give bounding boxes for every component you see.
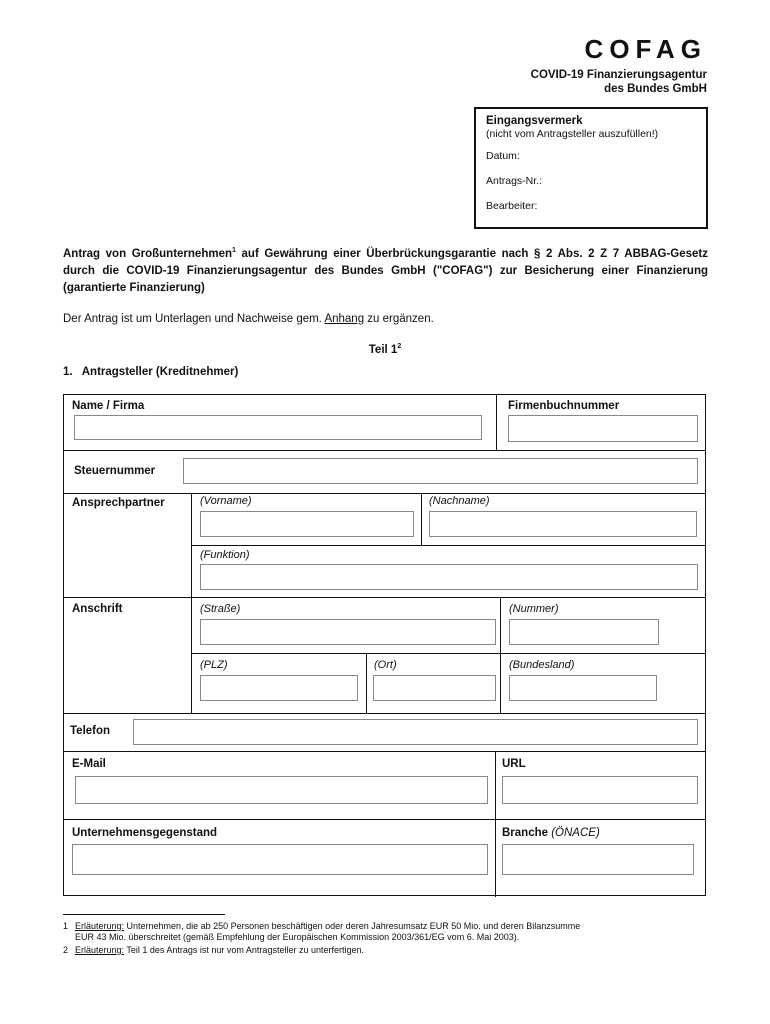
row-divider (191, 545, 705, 546)
footnote-1-label: Erläuterung: (75, 921, 125, 931)
house-number-label: (Nummer) (509, 603, 559, 615)
footnote-ref-2: 2 (397, 343, 402, 351)
brand-subtitle-line2: des Bundes GmbH (604, 83, 707, 95)
name-label: Name / Firma (72, 400, 145, 412)
column-divider (191, 493, 192, 713)
business-purpose-label: Unternehmensgegenstand (72, 827, 218, 839)
register-number-input[interactable] (508, 415, 698, 442)
address-label: Anschrift (72, 603, 123, 615)
attachment-remark (63, 313, 434, 325)
section-heading: 1. Antragsteller (Kreditnehmer) (63, 366, 239, 378)
branch-sublabel: (ÖNACE) (548, 827, 600, 839)
first-name-input[interactable] (200, 511, 414, 537)
street-input[interactable] (200, 619, 496, 645)
footnote-2 (63, 945, 708, 956)
email-input[interactable] (75, 776, 488, 804)
row-divider (64, 819, 705, 820)
brand-logo: COFAG (584, 34, 707, 64)
register-number-label: Firmenbuchnummer (508, 400, 620, 412)
row-divider (64, 597, 705, 598)
city-label: (Ort) (374, 659, 397, 671)
application-intro (63, 246, 708, 297)
row-divider (191, 653, 705, 654)
row-divider (64, 751, 705, 752)
email-label: E-Mail (72, 758, 106, 770)
intro-part1: Antrag von Großunternehmen (63, 248, 233, 260)
footnote-2-label: Erläuterung: (75, 945, 125, 955)
brand-subtitle (407, 68, 707, 96)
receipt-note: (nicht vom Antragsteller auszufüllen!) (486, 128, 659, 140)
row-divider (64, 713, 705, 714)
street-label: (Straße) (200, 603, 241, 615)
part-label: Teil 1 (368, 344, 398, 356)
function-input[interactable] (200, 564, 698, 590)
receipt-application-no-label: Antrags-Nr.: (486, 175, 543, 187)
part-heading (0, 344, 770, 356)
column-divider (421, 493, 422, 545)
name-input[interactable] (74, 415, 482, 440)
phone-label: Telefon (70, 725, 111, 737)
receipt-clerk-label: Bearbeiter: (486, 200, 538, 212)
branch-input[interactable] (502, 844, 694, 875)
remark-after: zu ergänzen. (364, 313, 434, 325)
url-input[interactable] (502, 776, 698, 804)
receipt-title: Eingangsvermerk (486, 115, 583, 127)
phone-input[interactable] (133, 719, 698, 745)
footnote-ref-1: 1 (232, 247, 236, 255)
footnote-1 (63, 921, 708, 943)
city-input[interactable] (373, 675, 496, 701)
contact-label: Ansprechpartner (72, 497, 165, 509)
row-divider (64, 493, 705, 494)
applicant-form (63, 394, 706, 896)
footnote-1-number: 1 (63, 921, 69, 931)
last-name-input[interactable] (429, 511, 697, 537)
brand-subtitle-line1: COVID-19 Finanzierungsagentur (530, 69, 707, 81)
footnote-1-text: Unternehmen, die ab 250 Personen beschäftigen oder deren Jahresumsatz EUR 50 Mio. und deren Bilanzsumme (124, 921, 581, 931)
footnote-separator (63, 914, 225, 915)
zip-label: (PLZ) (200, 659, 228, 671)
branch-label-text: Branche (502, 827, 549, 839)
tax-number-label: Steuernummer (74, 465, 156, 477)
function-label: (Funktion) (200, 549, 250, 561)
column-divider (495, 751, 496, 897)
remark-before: Der Antrag ist um Unterlagen und Nachweise gem. (63, 313, 325, 325)
footnote-1-continuation: EUR 43 Mio. überschreitet (gemäß Empfehlung der Europäischen Kommission 2003/361/EG vom 6. Mai 2003). (75, 932, 520, 942)
row-divider (64, 450, 705, 451)
tax-number-input[interactable] (183, 458, 698, 484)
first-name-label: (Vorname) (200, 495, 252, 507)
column-divider (496, 395, 497, 450)
zip-input[interactable] (200, 675, 358, 701)
url-label: URL (502, 758, 526, 770)
receipt-box (474, 107, 708, 229)
column-divider (366, 653, 367, 713)
footnote-2-number: 2 (63, 945, 69, 955)
column-divider (500, 597, 501, 713)
branch-label (502, 827, 600, 839)
state-label: (Bundesland) (509, 659, 575, 671)
state-input[interactable] (509, 675, 657, 701)
receipt-date-label: Datum: (486, 150, 520, 162)
footnote-2-text: Teil 1 des Antrags ist nur vom Antragsteller zu unterfertigen. (124, 945, 364, 955)
business-purpose-input[interactable] (72, 844, 488, 875)
annex-link[interactable]: Anhang (324, 313, 365, 325)
house-number-input[interactable] (509, 619, 659, 645)
last-name-label: (Nachname) (429, 495, 490, 507)
intro-part2: auf Gewährung einer Überbrückungsgarantie nach § 2 Abs. 2 Z 7 ABBAG-Gesetz durch die COVID-19 Finanzierungsagentur des Bundes GmbH ("COFAG") zur Besicherung einer Finanzierung (garantierte Finanzierung) (63, 248, 709, 294)
